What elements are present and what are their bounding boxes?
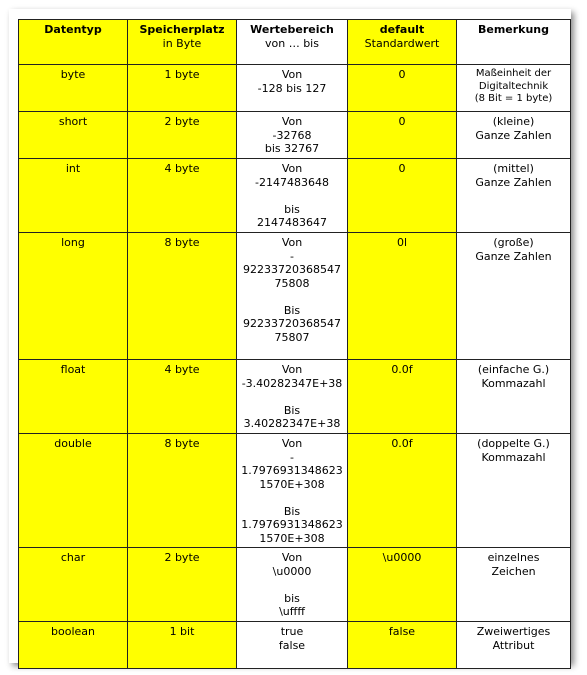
range-cell: Von - 92233720368547 75808 Bis 92233720368547 75807: [243, 236, 341, 344]
type-cell: byte: [60, 68, 86, 81]
size-cell: 1 bit: [169, 625, 195, 638]
size-cell: 2 byte: [164, 115, 200, 128]
header-row: [19, 20, 571, 65]
default-cell: false: [388, 625, 416, 638]
header-sublabel: von … bis: [265, 36, 319, 50]
size-cell: 1 byte: [164, 68, 200, 81]
header-datentyp: [19, 20, 128, 65]
type-cell: char: [60, 551, 86, 564]
type-cell: boolean: [51, 625, 95, 638]
table-row: [19, 112, 571, 159]
range-cell: Von -2147483648 bis 2147483647: [255, 162, 329, 229]
table-row: [19, 159, 571, 233]
range-cell: Von -128 bis 127: [257, 68, 327, 95]
table-row: [19, 434, 571, 548]
header-wertebereich: [237, 20, 348, 65]
range-cell: Von -32768 bis 32767: [264, 115, 320, 155]
table-row: [19, 360, 571, 434]
type-cell: int: [65, 162, 81, 175]
table-row: [19, 65, 571, 112]
range-cell: Von -3.40282347E+38 Bis 3.40282347E+38: [241, 363, 343, 430]
default-cell: 0: [398, 68, 406, 81]
note-cell: (doppelte G.) Kommazahl: [477, 437, 550, 464]
header-sublabel: in Byte: [162, 36, 202, 50]
size-cell: 8 byte: [164, 437, 200, 450]
header-bemerkung: [457, 20, 571, 65]
note-cell: (einfache G.) Kommazahl: [477, 363, 550, 390]
note-cell: (große) Ganze Zahlen: [475, 236, 552, 263]
default-cell: 0.0f: [391, 437, 413, 450]
type-cell: float: [60, 363, 86, 376]
table-frame: [9, 9, 571, 663]
header-label: default: [379, 23, 425, 36]
header-label: Wertebereich: [250, 23, 334, 36]
header-label: Bemerkung: [477, 23, 550, 36]
table-row: [19, 622, 571, 669]
range-cell: Von - 1.7976931348623 1570E+308 Bis 1.7976931348623 1570E+308: [241, 437, 343, 545]
default-cell: 0: [398, 115, 406, 128]
note-cell: einzelnes Zeichen: [487, 551, 540, 578]
default-cell: \u0000: [382, 551, 422, 564]
table-row: [19, 233, 571, 360]
note-cell: Maßeinheit der Digitaltechnik (8 Bit = 1 byte): [474, 68, 553, 104]
note-cell: Zweiwertiges Attribut: [476, 625, 551, 652]
type-cell: long: [61, 236, 85, 249]
note-cell: (kleine) Ganze Zahlen: [475, 115, 552, 142]
type-cell: short: [58, 115, 88, 128]
default-cell: 0.0f: [391, 363, 413, 376]
datatype-table: [18, 19, 571, 669]
size-cell: 4 byte: [164, 363, 200, 376]
size-cell: 8 byte: [164, 236, 200, 249]
default-cell: 0l: [396, 236, 408, 249]
note-cell: (mittel) Ganze Zahlen: [475, 162, 552, 189]
range-cell: Von \u0000 bis \uffff: [272, 551, 312, 618]
header-sublabel: Standardwert: [364, 36, 440, 50]
size-cell: 2 byte: [164, 551, 200, 564]
range-cell: true false: [278, 625, 306, 652]
header-speicherplatz: [128, 20, 237, 65]
default-cell: 0: [398, 162, 406, 175]
header-label: Speicherplatz: [139, 23, 225, 36]
table-row: [19, 548, 571, 622]
header-label: Datentyp: [44, 23, 102, 36]
type-cell: double: [54, 437, 92, 450]
header-default: [348, 20, 457, 65]
size-cell: 4 byte: [164, 162, 200, 175]
